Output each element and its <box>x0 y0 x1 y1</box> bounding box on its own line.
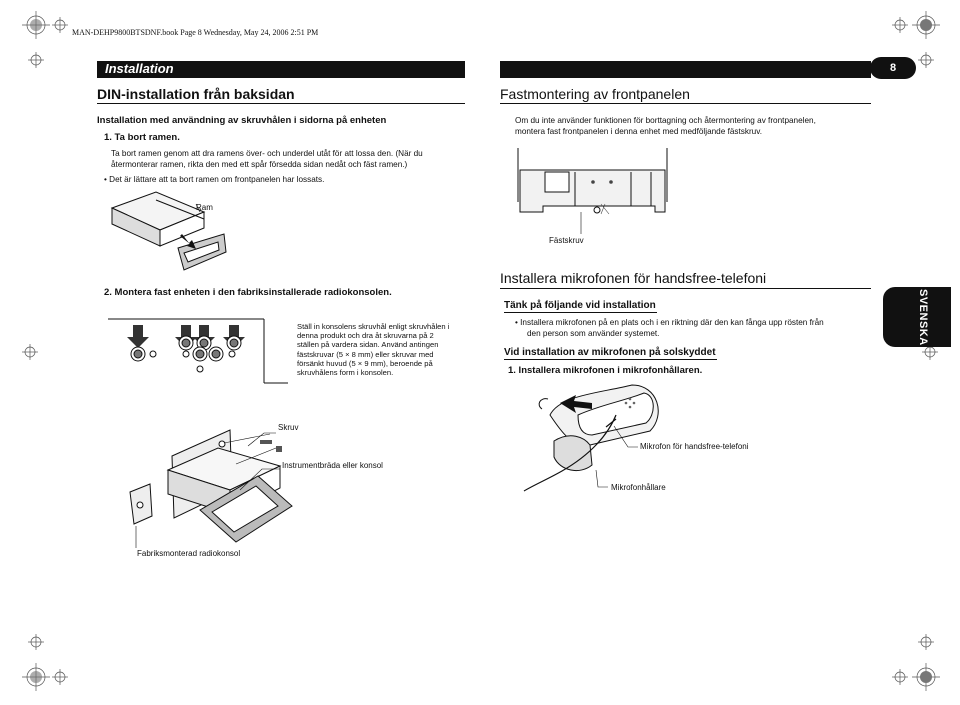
console-note-line: skruvhålens form i konsolen. <box>297 368 394 378</box>
console-note-line: denna produkt och dra åt skruvarna på 2 <box>297 331 434 341</box>
intro-text-b: montera fast frontpanelen i denna enhet med medföljande fästskruv. <box>515 127 762 136</box>
language-side-tab <box>883 287 951 347</box>
label-holder: Mikrofonhållare <box>611 483 666 492</box>
console-note-line: Ställ in konsolens skruvhål enligt skruvhålen i <box>297 322 450 331</box>
language-tab-label: SVENSKA <box>917 288 929 346</box>
bullet-text-a: Installera mikrofonen på en plats och i en riktning där den kan fånga upp rösten från <box>520 318 824 327</box>
step-1-text-b: återmonterar ramen, rikta den med ett spår försedda sidan nedåt och fäst ramen.) <box>111 160 408 169</box>
console-note-line: försänkt huvud (5 × 9 mm), beroende på <box>297 358 433 368</box>
step-1-text-a: Ta bort ramen genom att dra ramens över- och underdel utåt för att lossa den. (När du <box>111 149 423 158</box>
bullet-icon: • <box>515 318 521 327</box>
step-2-mount-unit: 2. Montera fast enheten i den fabriksinstallerade radiokonsolen. <box>104 287 392 298</box>
bullet-text: Det är lättare att ta bort ramen om frontpanelen har lossats. <box>109 175 325 184</box>
label-skruv: Skruv <box>278 423 299 432</box>
heading-din-installation: DIN-installation från baksidan <box>97 86 295 102</box>
console-note-line: fästskruvar (5 × 8 mm) eller skruvar med <box>297 349 434 359</box>
label-mic: Mikrofon för handsfree-telefoni <box>640 442 749 451</box>
page-number: 8 <box>889 62 897 74</box>
vid-heading: Vid installation av mikrofonen på solskyddet <box>504 347 716 358</box>
section-title: Installation <box>105 61 174 76</box>
intro-text-a: Om du inte använder funktionen för borttagning och återmontering av frontpanelen, <box>515 116 816 125</box>
bullet-icon: • <box>104 175 110 184</box>
label-ram: Ram <box>196 203 213 212</box>
console-note-line: ställen på vardera sidan. Använd antingen <box>297 340 439 350</box>
subheading-screw-holes: Installation med användning av skruvhålen i sidorna på enheten <box>97 115 387 126</box>
heading-fastmontering: Fastmontering av frontpanelen <box>500 86 690 102</box>
step-1-remove-frame: 1. Ta bort ramen. <box>104 132 180 143</box>
mic-step-1: 1. Installera mikrofonen i mikrofonhållaren. <box>508 365 703 376</box>
label-fastskruv: Fästskruv <box>549 236 584 245</box>
tank-heading: Tänk på följande vid installation <box>504 300 656 311</box>
file-info-line: MAN-DEHP9800BTSDNF.book Page 8 Wednesday, May 24, 2006 2:51 PM <box>72 28 319 37</box>
label-instrument: Instrumentbräda eller konsol <box>282 461 383 470</box>
label-fabrik: Fabriksmonterad radiokonsol <box>137 549 241 558</box>
mic-heading: Installera mikrofonen för handsfree-telefoni <box>500 270 767 286</box>
bullet-mic-placement-b: den person som använder systemet. <box>527 329 660 338</box>
